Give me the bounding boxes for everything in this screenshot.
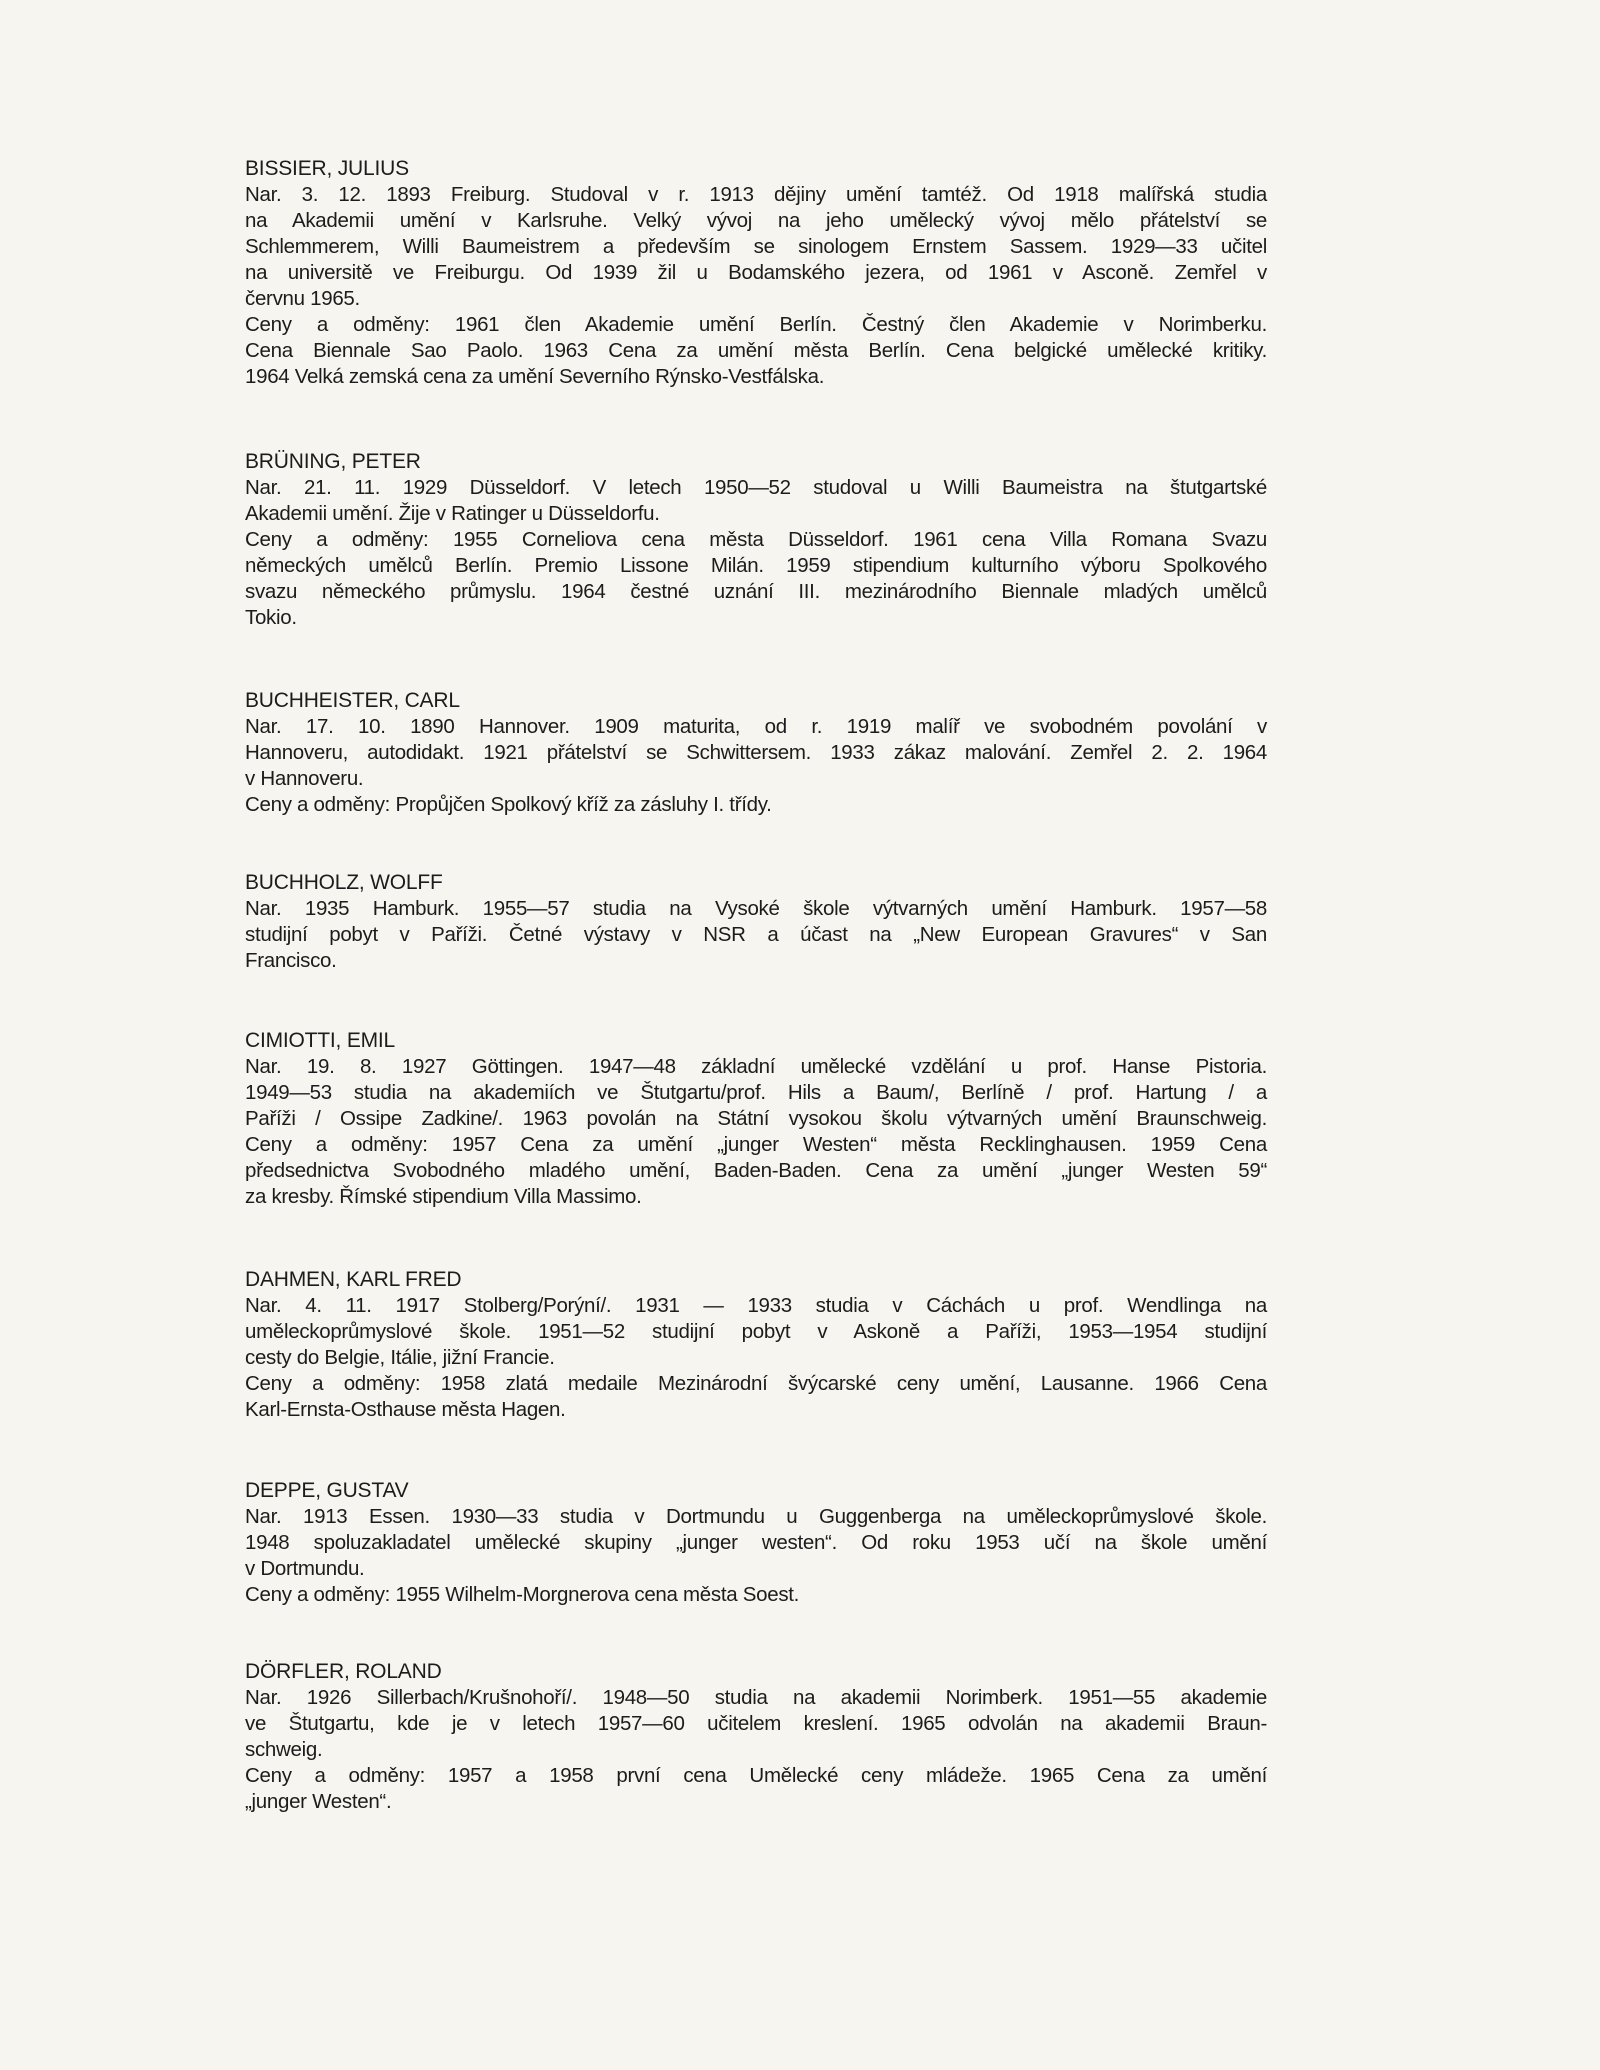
text-line: Nar. 21. 11. 1929 Düsseldorf. V letech 1950—52 studoval u Willi Baumeistra na štutgartské (245, 476, 1267, 499)
biography-entry (245, 688, 1267, 818)
text-line: za kresby. Římské stipendium Villa Massimo. (245, 1185, 642, 1208)
text-line: Ceny a odměny: 1957 a 1958 první cena Umělecké ceny mládeže. 1965 Cena za umění (245, 1764, 1267, 1787)
text-line: Hannoveru, autodidakt. 1921 přátelství se Schwittersem. 1933 zákaz malování. Zemřel 2. 2. 1964 (245, 741, 1267, 764)
text-line: Cena Biennale Sao Paolo. 1963 Cena za umění města Berlín. Cena belgické umělecké kritiky. (245, 339, 1267, 362)
text-line: 1949—53 studia na akademiích ve Štutgartu/prof. Hils a Baum/, Berlíně / prof. Hartung / a (245, 1081, 1267, 1104)
biography-entry (245, 1267, 1267, 1423)
biography-entry (245, 156, 1267, 390)
text-line: předsednictva Svobodného mladého umění, Baden-Baden. Cena za umění „junger Westen 59“ (245, 1159, 1267, 1182)
text-line: cesty do Belgie, Itálie, jižní Francie. (245, 1346, 555, 1369)
text-line: Karl-Ernsta-Osthause města Hagen. (245, 1398, 566, 1421)
text-line: Schlemmerem, Willi Baumeistrem a především se sinologem Ernstem Sassem. 1929—33 učitel (245, 235, 1267, 258)
text-line: na Akademii umění v Karlsruhe. Velký vývoj na jeho umělecký vývoj mělo přátelství se (245, 209, 1267, 232)
text-line: Nar. 4. 11. 1917 Stolberg/Porýní/. 1931 — 1933 studia v Cáchách u prof. Wendlinga na (245, 1294, 1267, 1317)
text-line: Ceny a odměny: 1958 zlatá medaile Mezinárodní švýcarské ceny umění, Lausanne. 1966 Cena (245, 1372, 1267, 1395)
artist-name: CIMIOTTI, EMIL (245, 1029, 396, 1052)
artist-name: BUCHHOLZ, WOLFF (245, 871, 443, 894)
artist-name: BUCHHEISTER, CARL (245, 689, 460, 712)
biography-entry (245, 449, 1267, 631)
text-line: v Hannoveru. (245, 767, 364, 790)
text-line: Nar. 1926 Sillerbach/Krušnohoří/. 1948—50 studia na akademii Norimberk. 1951—55 akademie (245, 1686, 1267, 1709)
text-line: Nar. 1935 Hamburk. 1955—57 studia na Vysoké škole výtvarných umění Hamburk. 1957—58 (245, 897, 1267, 920)
text-line: Ceny a odměny: 1961 člen Akademie umění Berlín. Čestný člen Akademie v Norimberku. (245, 313, 1267, 336)
text-line: Akademii umění. Žije v Ratinger u Düsseldorfu. (245, 502, 660, 525)
text-line: 1948 spoluzakladatel umělecké skupiny „junger westen“. Od roku 1953 učí na škole umění (245, 1531, 1267, 1554)
text-line: Ceny a odměny: 1955 Corneliova cena města Düsseldorf. 1961 cena Villa Romana Svazu (245, 528, 1267, 551)
biography-entry (245, 1028, 1267, 1210)
text-line: Francisco. (245, 949, 337, 972)
artist-name: BRÜNING, PETER (245, 450, 421, 473)
text-line: Nar. 17. 10. 1890 Hannover. 1909 maturita, od r. 1919 malíř ve svobodném povolání v (245, 715, 1267, 738)
text-line: ve Štutgartu, kde je v letech 1957—60 učitelem kreslení. 1965 odvolán na akademii Braun- (245, 1712, 1267, 1735)
text-line: v Dortmundu. (245, 1557, 365, 1580)
biography-entry (245, 1478, 1267, 1608)
text-line: 1964 Velká zemská cena za umění Severního Rýnsko-Vestfálska. (245, 365, 825, 388)
text-line: uměleckoprůmyslové škole. 1951—52 studijní pobyt v Askoně a Paříži, 1953—1954 studijní (245, 1320, 1267, 1343)
artist-name: DAHMEN, KARL FRED (245, 1268, 462, 1291)
text-line: Tokio. (245, 606, 297, 629)
text-line: svazu německého průmyslu. 1964 čestné uznání III. mezinárodního Biennale mladých umělců (245, 580, 1267, 603)
artist-name: BISSIER, JULIUS (245, 157, 409, 180)
text-line: Paříži / Ossipe Zadkine/. 1963 povolán na Státní vysokou školu výtvarných umění Braunschweig. (245, 1107, 1267, 1130)
text-line: červnu 1965. (245, 287, 360, 310)
text-line: „junger Westen“. (245, 1790, 392, 1813)
text-line: Ceny a odměny: Propůjčen Spolkový kříž za zásluhy I. třídy. (245, 793, 772, 816)
text-line: na universitě ve Freiburgu. Od 1939 žil u Bodamského jezera, od 1961 v Asconě. Zemřel v (245, 261, 1267, 284)
text-line: studijní pobyt v Paříži. Četné výstavy v NSR a účast na „New European Gravures“ v San (245, 923, 1267, 946)
artist-name: DEPPE, GUSTAV (245, 1479, 409, 1502)
biography-entry (245, 1659, 1267, 1815)
text-line: Ceny a odměny: 1955 Wilhelm-Morgnerova cena města Soest. (245, 1583, 800, 1606)
text-line: Nar. 19. 8. 1927 Göttingen. 1947—48 základní umělecké vzdělání u prof. Hanse Pistoria. (245, 1055, 1267, 1078)
text-line: německých umělců Berlín. Premio Lissone Milán. 1959 stipendium kulturního výboru Spolkového (245, 554, 1267, 577)
text-line: schweig. (245, 1738, 323, 1761)
biography-entry (245, 870, 1267, 974)
text-line: Ceny a odměny: 1957 Cena za umění „junger Westen“ města Recklinghausen. 1959 Cena (245, 1133, 1267, 1156)
text-line: Nar. 1913 Essen. 1930—33 studia v Dortmundu u Guggenberga na uměleckoprůmyslové škole. (245, 1505, 1267, 1528)
text-line: Nar. 3. 12. 1893 Freiburg. Studoval v r. 1913 dějiny umění tamtéž. Od 1918 malířská studia (245, 183, 1267, 206)
artist-name: DÖRFLER, ROLAND (245, 1660, 442, 1683)
